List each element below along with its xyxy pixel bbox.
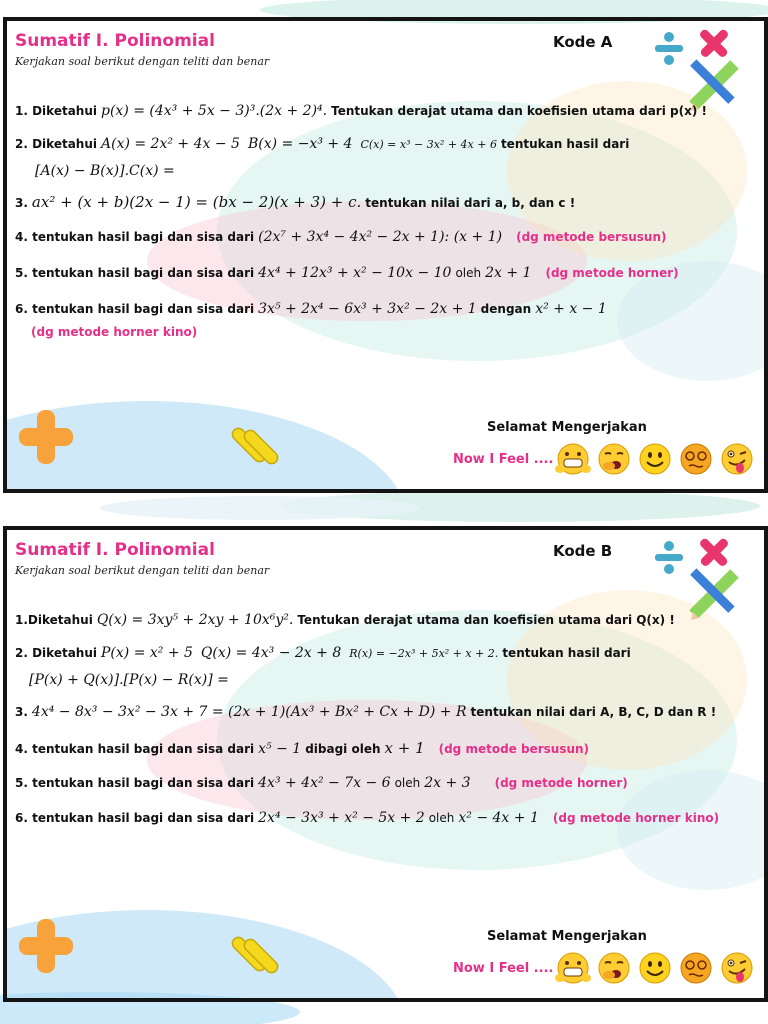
multiply-icon — [698, 537, 729, 567]
closing-message: Selamat Mengerjakan — [487, 929, 647, 944]
math-operators-icon — [651, 536, 751, 622]
ruler-pencil-icon — [689, 568, 738, 620]
question-6: 6. tentukan hasil bagi dan sisa dari 2x⁴ − 3x³ + x² − 5x + 2 oleh x² − 4x + 1 (dg metode horner kino) — [15, 810, 720, 826]
question-2: 2. Diketahui P(x) = x² + 5 Q(x) = 4x³ − 2x + 8 R(x) = −2x³ + 5x² + x + 2. tentukan hasil dari — [15, 645, 631, 661]
worksheet-card-a — [3, 17, 768, 493]
multiply-icon — [698, 28, 729, 58]
question-3: 3. ax² + (x + b)(2x − 1) = (bx − 2)(x + 3) + c. tentukan nilai dari a, b, dan c ! — [15, 193, 576, 211]
question-4: 4. tentukan hasil bagi dan sisa dari (2x⁷ + 3x⁴ − 4x² − 2x + 1): (x + 1) (dg metode bersusun) — [15, 229, 667, 245]
math-operators-icon — [651, 27, 751, 113]
question-6: 6. tentukan hasil bagi dan sisa dari 3x⁵ + 2x⁴ − 6x³ + 3x² − 2x + 1 dengan x² + x − 1 — [15, 301, 607, 317]
question-2: 2. Diketahui A(x) = 2x² + 4x − 5 B(x) = −x³ + 4 C(x) = x³ − 3x² + 4x + 6 tentukan hasil dari — [15, 136, 630, 152]
plus-icon — [15, 915, 77, 977]
mood-emoji-row — [555, 950, 755, 990]
yawn-emoji[interactable] — [596, 441, 632, 477]
question-5: 5. tentukan hasil bagi dan sisa dari 4x⁴ + 12x³ + x² − 10x − 10 oleh 2x + 1 (dg metode horner) — [15, 265, 679, 281]
worksheet-card-b — [3, 526, 768, 1002]
grin-emoji[interactable] — [555, 950, 591, 986]
pause-icon — [222, 421, 282, 471]
page-title: Sumatif I. Polinomial — [15, 540, 215, 560]
dizzy-emoji[interactable] — [678, 441, 714, 477]
q1-math: p(x) = (4x³ + 5x − 3)³.(2x + 2)⁴. — [101, 103, 328, 119]
tongue-emoji[interactable] — [719, 950, 755, 986]
kode-label: Kode B — [553, 542, 613, 560]
mood-emoji-row — [555, 441, 755, 481]
now-i-feel-label: Now I Feel .... — [453, 452, 554, 467]
instructions: Kerjakan soal berikut dengan teliti dan benar — [15, 564, 270, 577]
question-2-expression: [A(x) − B(x)].C(x) = — [35, 163, 175, 179]
question-3: 3. 4x⁴ − 8x³ − 3x² − 3x + 7 = (2x + 1)(Ax³ + Bx² + Cx + D) + R tentukan nilai dari A, B, C, D dan R ! — [15, 704, 717, 720]
divide-icon — [655, 32, 683, 65]
question-5: 5. tentukan hasil bagi dan sisa dari 4x³ + 4x² − 7x − 6 oleh 2x + 3 (dg metode horner) — [15, 775, 628, 791]
instructions: Kerjakan soal berikut dengan teliti dan benar — [15, 55, 270, 68]
smile-emoji[interactable] — [637, 950, 673, 986]
closing-message: Selamat Mengerjakan — [487, 420, 647, 435]
plus-icon — [15, 406, 77, 468]
kode-label: Kode A — [553, 33, 613, 51]
question-1: 1. Diketahui p(x) = (4x³ + 5x − 3)³.(2x + 2)⁴. Tentukan derajat utama dan koefisien utama dari p(x) ! — [15, 103, 707, 119]
smile-emoji[interactable] — [637, 441, 673, 477]
question-1: 1.Diketahui Q(x) = 3xy⁵ + 2xy + 10x⁶y². Tentukan derajat utama dan koefisien utama dari Q(x) ! — [15, 612, 675, 628]
yawn-emoji[interactable] — [596, 950, 632, 986]
question-4: 4. tentukan hasil bagi dan sisa dari x⁵ − 1 dibagi oleh x + 1 (dg metode bersusun) — [15, 739, 590, 757]
tongue-emoji[interactable] — [719, 441, 755, 477]
pause-icon — [222, 930, 282, 980]
now-i-feel-label: Now I Feel .... — [453, 961, 554, 976]
question-2-expression: [P(x) + Q(x)].[P(x) − R(x)] = — [29, 672, 229, 688]
page-title: Sumatif I. Polinomial — [15, 31, 215, 51]
q1-math: Q(x) = 3xy⁵ + 2xy + 10x⁶y². — [96, 612, 294, 628]
question-6-note: (dg metode horner kino) — [31, 325, 198, 339]
dizzy-emoji[interactable] — [678, 950, 714, 986]
divide-icon — [655, 541, 683, 574]
grin-emoji[interactable] — [555, 441, 591, 477]
